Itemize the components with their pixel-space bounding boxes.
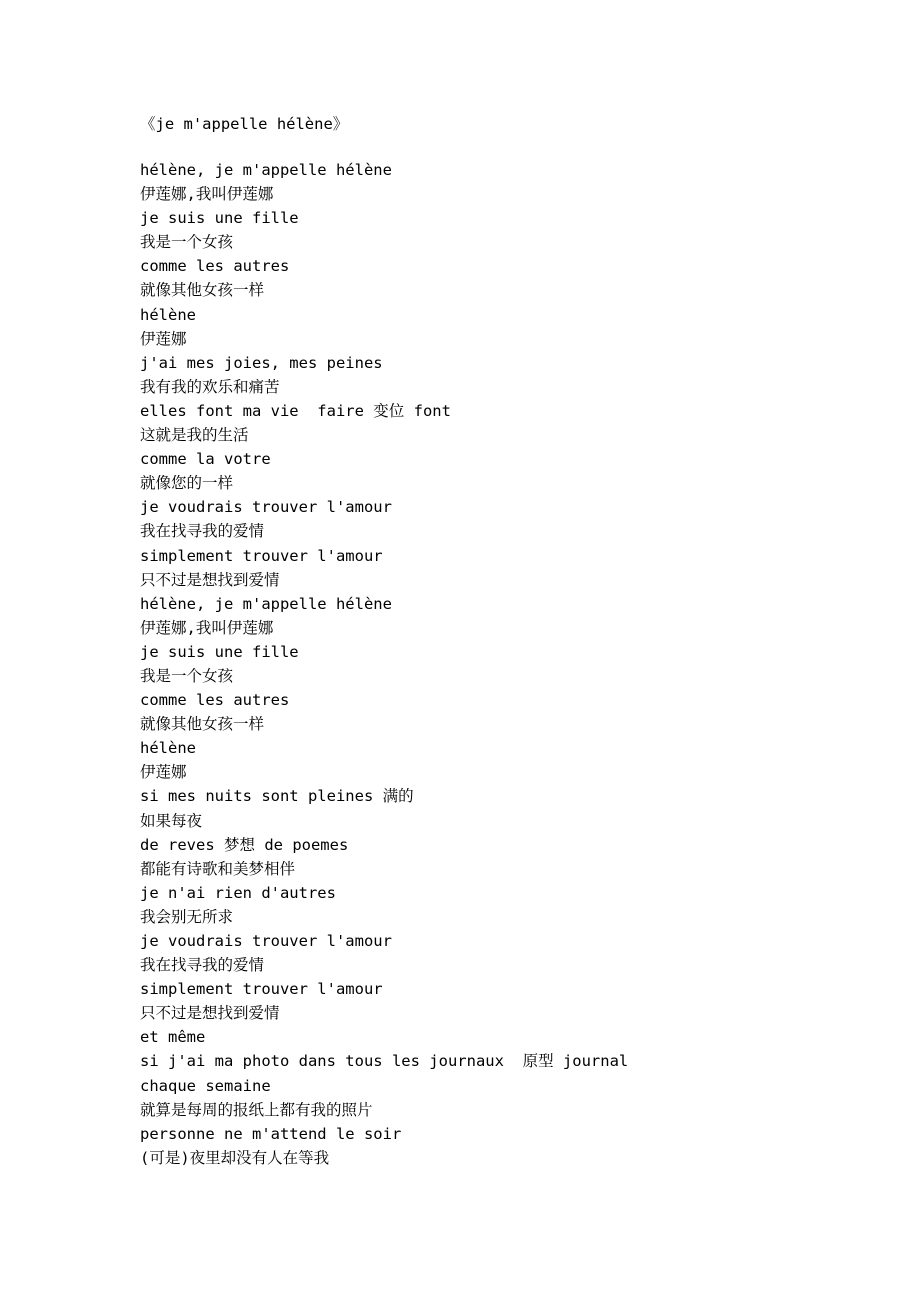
lyric-line: 我是一个女孩 — [140, 666, 234, 685]
lyric-line: je voudrais trouver l'amour — [140, 498, 392, 517]
lyric-line: elles font ma vie faire 变位 font — [140, 401, 451, 420]
lyric-line: 我在找寻我的爱情 — [140, 956, 265, 975]
lyric-line: 伊莲娜 — [140, 763, 187, 782]
lyric-line: 如果每夜 — [140, 811, 203, 830]
lyric-line: comme les autres — [140, 257, 290, 276]
lyric-line: 伊莲娜 — [140, 329, 187, 348]
lyric-line: hélène — [140, 739, 196, 758]
lyric-line: hélène — [140, 305, 196, 324]
lyric-line: je suis une fille — [140, 642, 299, 661]
lyrics-list — [140, 158, 628, 1170]
lyric-line: et même — [140, 1028, 206, 1047]
lyric-line: 伊莲娜,我叫伊莲娜 — [140, 185, 274, 204]
lyric-line: 这就是我的生活 — [140, 426, 249, 445]
lyric-line: chaque semaine — [140, 1076, 271, 1095]
lyric-line: simplement trouver l'amour — [140, 546, 383, 565]
lyric-line: simplement trouver l'amour — [140, 980, 383, 999]
lyric-line: hélène, je m'appelle hélène — [140, 161, 392, 179]
lyric-line: 都能有诗歌和美梦相伴 — [140, 859, 296, 878]
lyric-line: 就像其他女孩一样 — [140, 281, 265, 300]
lyric-line: personne ne m'attend le soir — [140, 1124, 402, 1143]
lyric-line: 就算是每周的报纸上都有我的照片 — [140, 1100, 373, 1119]
lyric-line: j'ai mes joies, mes peines — [140, 353, 383, 372]
lyric-line: 只不过是想找到爱情 — [140, 1004, 280, 1023]
lyric-line: je n'ai rien d'autres — [140, 883, 336, 902]
lyric-line: 就像其他女孩一样 — [140, 715, 265, 734]
lyric-line: je suis une fille — [140, 209, 299, 228]
lyric-line: 我有我的欢乐和痛苦 — [140, 377, 280, 396]
lyric-line: 我在找寻我的爱情 — [140, 522, 265, 541]
lyric-line: 只不过是想找到爱情 — [140, 570, 280, 589]
lyric-line: si mes nuits sont pleines 满的 — [140, 787, 414, 806]
lyric-line: comme les autres — [140, 691, 290, 710]
song-title: 《je m'appelle hélène》 — [140, 115, 349, 133]
lyric-line: 我是一个女孩 — [140, 233, 234, 252]
lyric-line: je voudrais trouver l'amour — [140, 932, 392, 950]
lyric-line: de reves 梦想 de poemes — [140, 835, 349, 854]
lyric-line: comme la votre — [140, 450, 271, 469]
lyric-line: 我会别无所求 — [140, 907, 234, 926]
lyric-line: hélène, je m'appelle hélène — [140, 594, 392, 613]
lyric-line: (可是)夜里却没有人在等我 — [140, 1148, 330, 1167]
lyric-line: 就像您的一样 — [140, 474, 234, 493]
lyric-line: si j'ai ma photo dans tous les journaux 原型 journal — [140, 1052, 629, 1071]
lyric-line: 伊莲娜,我叫伊莲娜 — [140, 618, 274, 637]
